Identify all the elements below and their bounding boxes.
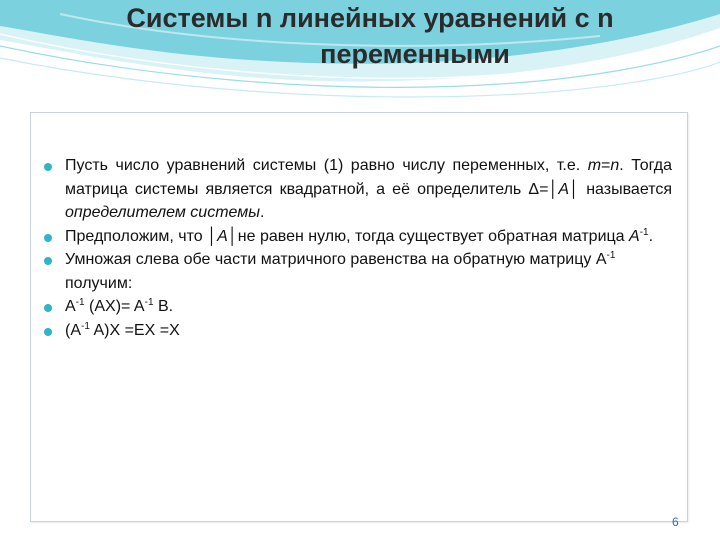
slide-title [40,0,680,72]
bullet-dot-icon [44,163,52,171]
title-line-2: переменными [320,39,510,69]
bullet-dot-icon [44,328,52,336]
math-var: n [610,157,620,174]
text-run: . [648,227,654,245]
text-run: Умножая слева обе части матричного равенства на обратную матрицу А [65,251,607,268]
list-item [44,319,672,343]
math-var: A [217,227,228,245]
math-var: m [587,157,602,174]
list-item [44,248,672,295]
bullet-list [44,154,672,342]
superscript: -1 [606,250,616,261]
emphasis-term: определителем системы [65,204,260,221]
text-run: Предположим, что │ [65,227,218,245]
title-line-1: Системы n линейных уравнений с n [126,3,614,33]
text-run: A)X =EX =X [89,321,180,339]
superscript: -1 [144,297,154,308]
superscript: -1 [81,320,90,332]
text-run: A [65,298,76,315]
text-run: получим: [65,274,133,292]
superscript: -1 [75,297,85,308]
superscript: -1 [639,226,649,238]
list-item [44,154,672,225]
bullet-dot-icon [44,304,52,312]
math-var: A [629,227,640,245]
text-run: Пусть число уравнений системы (1) равно числу переменных, т.е. [65,157,588,174]
text-run: B. [153,298,174,315]
list-item [44,295,672,319]
text-run: │не равен нулю, тогда существует обратная матрица [227,227,630,245]
text-run: (A [65,321,81,339]
bullet-dot-icon [44,234,52,242]
page-number: 6 [672,515,679,529]
text-run: . [260,204,265,221]
text-run: = [601,157,611,174]
bullet-dot-icon [44,257,52,265]
text-run: │ называется [569,180,673,198]
math-var: A [558,180,570,198]
text-run: . Тогда матрица системы является квадратной, а её определитель Δ=│ [65,157,673,198]
text-run: (AX)= A [84,298,145,315]
list-item [44,225,672,249]
